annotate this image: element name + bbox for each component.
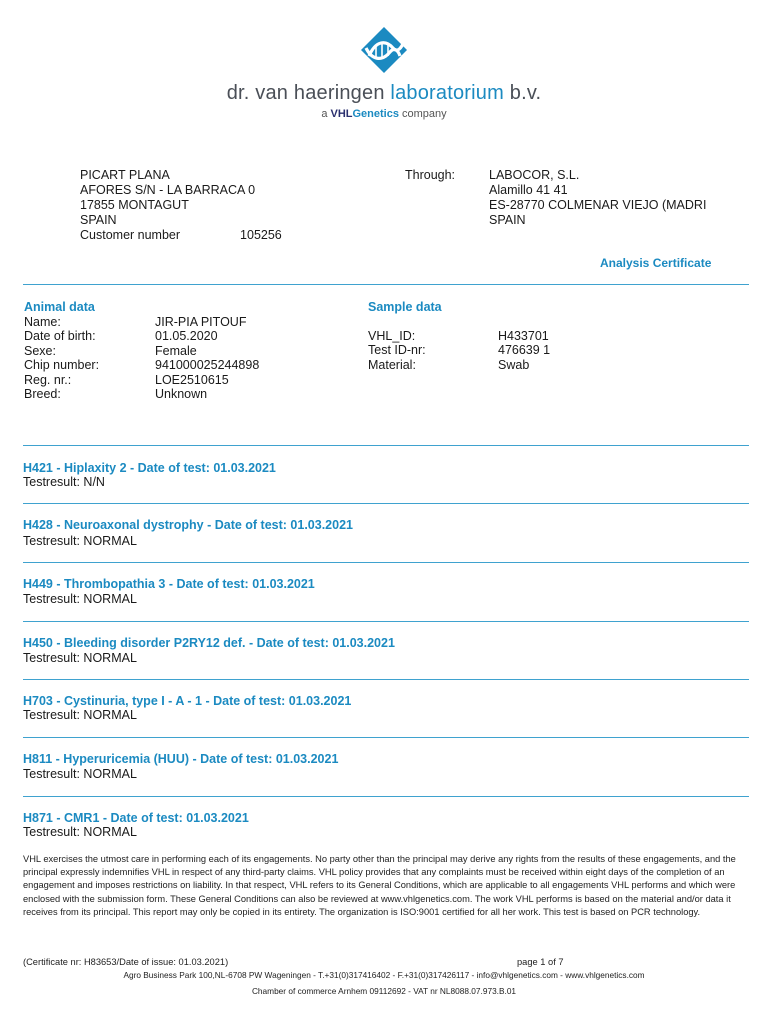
- through-line: Alamillo 41 41: [489, 183, 568, 197]
- customer-address: [80, 168, 282, 243]
- animal-label: Name:: [24, 315, 61, 329]
- animal-row: [24, 329, 259, 343]
- tagline: [0, 108, 768, 120]
- test-title: H450 - Bleeding disorder P2RY12 def. - Date of test: 01.03.2021: [23, 636, 395, 650]
- tagline-a: a: [321, 108, 328, 120]
- animal-row: [24, 315, 259, 329]
- sample-value: 476639 1: [498, 343, 551, 358]
- divider: [23, 679, 749, 680]
- animal-value: 941000025244898: [155, 358, 260, 373]
- sample-label: Test ID-nr:: [368, 343, 426, 358]
- divider: [23, 562, 749, 563]
- test-title: H449 - Thrombopathia 3 - Date of test: 01.03.2021: [23, 577, 315, 591]
- tagline-genetics: Genetics: [352, 108, 399, 120]
- test-result: Testresult: NORMAL: [23, 651, 137, 665]
- divider: [23, 621, 749, 622]
- test-result: Testresult: NORMAL: [23, 534, 137, 548]
- animal-value: Unknown: [155, 387, 208, 402]
- animal-value: 01.05.2020: [155, 329, 218, 344]
- test-result: Testresult: NORMAL: [23, 592, 137, 606]
- sample-data-table: [368, 329, 550, 372]
- sample-data-heading: Sample data: [368, 300, 442, 314]
- page-number: page 1 of 7: [517, 957, 564, 967]
- through-address: [489, 168, 706, 228]
- customer-line: PICART PLANA: [80, 168, 170, 182]
- sample-row: [368, 358, 550, 372]
- divider: [23, 284, 749, 285]
- lab-name: [0, 82, 768, 105]
- animal-value: LOE2510615: [155, 372, 229, 387]
- animal-label: Date of birth:: [24, 329, 96, 344]
- animal-label: Chip number:: [24, 358, 100, 373]
- lab-name-suffix: b.v.: [509, 82, 542, 104]
- customer-line: 17855 MONTAGUT: [80, 198, 189, 212]
- animal-label: Reg. nr.:: [24, 372, 72, 387]
- footer-chamber: Chamber of commerce Arnhem 09112692 - VAT nr NL8088.07.973.B.01: [251, 986, 517, 996]
- through-line: ES-28770 COLMENAR VIEJO (MADRI: [489, 198, 707, 212]
- sample-row: [368, 343, 550, 357]
- test-result: Testresult: NORMAL: [23, 708, 137, 722]
- through-line: LABOCOR, S.L.: [489, 168, 580, 182]
- animal-data-table: [24, 315, 259, 401]
- test-title: H703 - Cystinuria, type I - A - 1 - Date of test: 01.03.2021: [23, 694, 352, 708]
- through-line: SPAIN: [489, 213, 526, 227]
- animal-row: [24, 344, 259, 358]
- test-result: Testresult: NORMAL: [23, 825, 137, 839]
- customer-line: SPAIN: [80, 213, 117, 227]
- disclaimer-text: VHL exercises the utmost care in performing each of its engagements. No party other than the principal may derive any rights from the results of these engagements, and the principal expressly indemnifies VHL in respect of any third-party claims. VHL policy provides that any complaints must be received within eight days of the completion of an engagement and imposes restrictions on liability. In that respect, VHL refers to its General Conditions, which are applicable to all engagements VHL performs and which were enclosed with the submission form. These General Conditions can also be reviewed at www.vhlgenetics.com. The work VHL performs is based on the material and/or data it receives from its principal. This report may only be copied in its entirety. The organization is ISO:9001 certified for all her work. This test is based on PCR technology.: [23, 854, 736, 917]
- animal-row: [24, 358, 259, 372]
- lab-name-prefix: dr. van haeringen: [226, 82, 385, 104]
- customer-number-label: Customer number: [80, 228, 181, 242]
- through-label: Through:: [405, 168, 456, 182]
- customer-line: AFORES S/N - LA BARRACA 0: [80, 183, 256, 197]
- footer-address: Agro Business Park 100,NL-6708 PW Wageningen - T.+31(0)317416402 - F.+31(0)317426117 - info@vhlgenetics.com - www.vhlgenetics.com: [123, 970, 645, 980]
- tagline-company: company: [402, 108, 447, 120]
- sample-label: VHL_ID:: [368, 329, 416, 343]
- animal-row: [24, 373, 259, 387]
- animal-value: Female: [155, 343, 197, 358]
- test-result: Testresult: N/N: [23, 475, 105, 489]
- animal-label: Sexe:: [24, 343, 56, 358]
- divider: [23, 737, 749, 738]
- lab-name-highlight: laboratorium: [390, 82, 504, 104]
- certificate-title: Analysis Certificate: [600, 256, 712, 270]
- customer-number: 105256: [240, 228, 282, 242]
- dna-helix-diamond-icon: [360, 26, 408, 74]
- sample-value: Swab: [498, 357, 530, 372]
- animal-data-heading: Animal data: [24, 300, 95, 314]
- certificate-number: (Certificate nr: H83653/Date of issue: 01.03.2021): [23, 957, 229, 967]
- animal-value: JIR-PIA PITOUF: [155, 315, 247, 329]
- test-title: H811 - Hyperuricemia (HUU) - Date of test: 01.03.2021: [23, 752, 339, 766]
- animal-row: [24, 387, 259, 401]
- tagline-vhl: VHL: [330, 108, 353, 120]
- divider: [23, 796, 749, 797]
- test-result: Testresult: NORMAL: [23, 767, 137, 781]
- test-title: H428 - Neuroaxonal dystrophy - Date of test: 01.03.2021: [23, 518, 353, 532]
- customer-number-row: [80, 228, 282, 243]
- divider: [23, 445, 749, 446]
- sample-label: Material:: [368, 357, 416, 372]
- test-title: H871 - CMR1 - Date of test: 01.03.2021: [23, 811, 249, 825]
- sample-value: H433701: [498, 329, 549, 343]
- divider: [23, 503, 749, 504]
- animal-label: Breed:: [24, 387, 61, 402]
- sample-row: [368, 329, 550, 343]
- test-title: H421 - Hiplaxity 2 - Date of test: 01.03.2021: [23, 461, 276, 475]
